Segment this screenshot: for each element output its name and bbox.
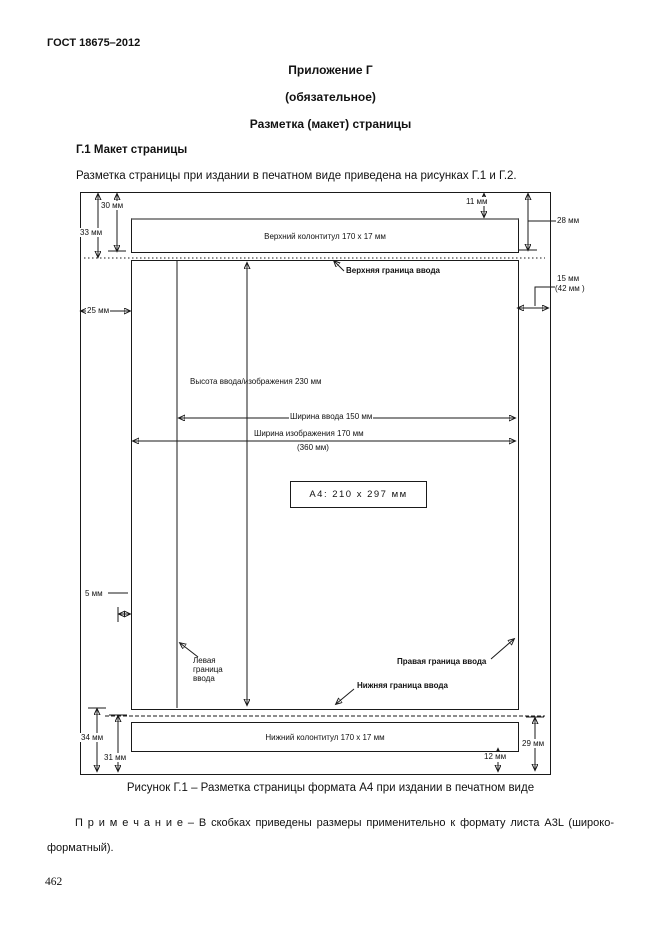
figure-caption: Рисунок Г.1 – Разметка страницы формата А4 при издании в печатном виде: [126, 782, 535, 794]
intro-paragraph: Разметка страницы при издании в печатном виде приведена на рисунках Г.1 и Г.2.: [76, 170, 517, 182]
appendix-title: Приложение Г: [288, 63, 373, 77]
dim-11mm: 11 мм: [466, 197, 488, 206]
dim-29mm: 29 мм: [522, 739, 545, 748]
a4-size-box: [290, 481, 427, 508]
dim-25mm: 25 мм: [87, 306, 110, 315]
dim-12mm: 12 мм: [484, 752, 507, 761]
appendix-kind: (обязательное): [285, 90, 376, 104]
image-width-alt-label: (360 мм): [297, 443, 329, 452]
section-heading: Г.1 Макет страницы: [76, 144, 188, 156]
boundary-left-line1: Левая: [193, 656, 216, 665]
dim-15mm: 15 мм: [557, 274, 580, 283]
dim-33mm: 33 мм: [80, 228, 103, 237]
dim-31mm: 31 мм: [104, 753, 127, 762]
dim-28mm: 28 мм: [557, 216, 580, 225]
footer-band-box: [131, 722, 519, 752]
header-band-box: [131, 218, 519, 253]
dim-34mm: 34 мм: [81, 733, 104, 742]
input-width-label: Ширина ввода 150 мм: [290, 412, 373, 421]
note-paragraph: [47, 817, 614, 854]
boundary-top-label: Верхняя граница ввода: [346, 266, 440, 275]
dim-30mm: 30 мм: [101, 201, 124, 210]
appendix-name: Разметка (макет) страницы: [249, 117, 412, 131]
note-line1: П р и м е ч а н и е – В скобках приведены размеры применительно к формату листа А3L (широко-: [75, 817, 614, 829]
boundary-left-line3: ввода: [193, 674, 215, 683]
note-line2: форматный).: [47, 842, 114, 854]
a4-size-label: А4: 210 х 297 мм: [309, 489, 408, 500]
image-width-label: Ширина изображения 170 мм: [254, 429, 364, 438]
dim-42mm: (42 мм ): [555, 284, 585, 293]
dim-5mm: 5 мм: [85, 589, 103, 598]
height-dimension-label: Высота ввода/изображения 230 мм: [190, 377, 322, 386]
standard-number: ГОСТ 18675–2012: [47, 37, 141, 49]
footer-band-label: Нижний колонтитул 170 х 17 мм: [265, 732, 385, 742]
boundary-left-label: [193, 656, 223, 683]
page-number: 462: [45, 876, 63, 888]
boundary-right-label: Правая граница ввода: [397, 657, 487, 666]
header-band-label: Верхний колонтитул 170 х 17 мм: [264, 231, 386, 241]
boundary-left-line2: граница: [193, 665, 223, 674]
boundary-bottom-label: Нижняя граница ввода: [357, 681, 448, 690]
